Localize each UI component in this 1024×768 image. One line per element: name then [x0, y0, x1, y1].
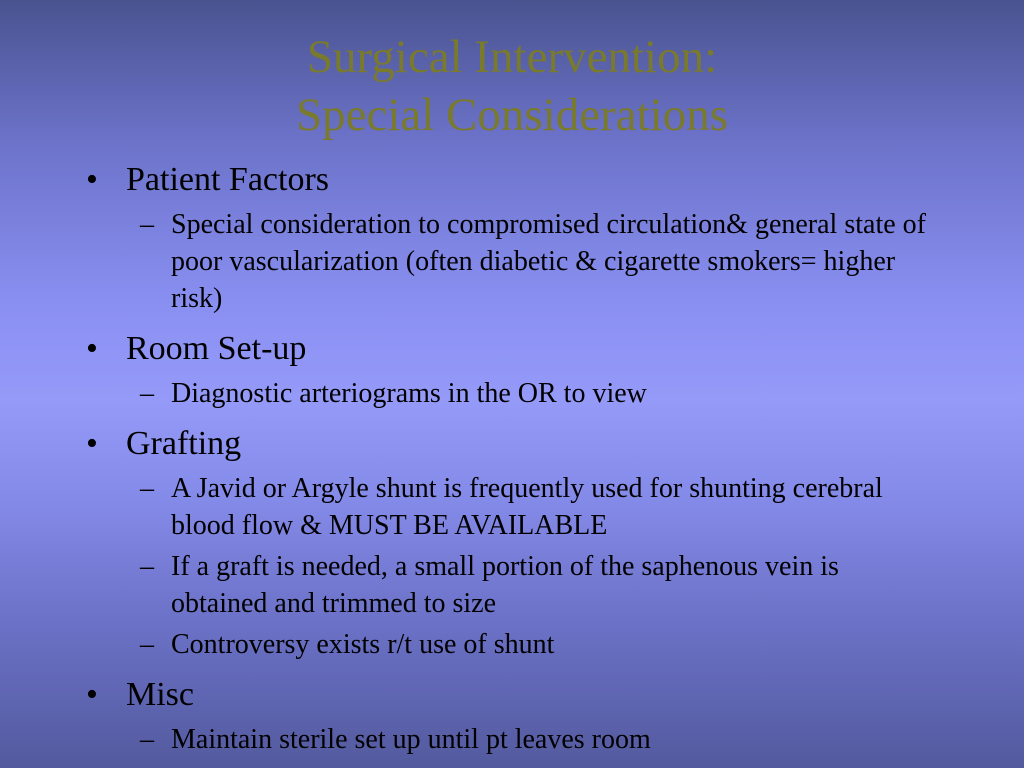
- bullet-room-set-up: [0, 327, 1024, 371]
- sub-bullet: [0, 206, 1024, 317]
- sub-bullet: [0, 470, 1024, 544]
- sub-bullet-marker: –: [140, 724, 154, 755]
- bullet-grafting: [0, 422, 1024, 466]
- sub-bullet: [0, 626, 1024, 663]
- bullet-patient-factors: [0, 158, 1024, 202]
- bullet-marker: •: [86, 330, 98, 367]
- sub-bullet-text: Diagnostic arteriograms in the OR to view: [171, 378, 647, 409]
- slide-title: [0, 28, 1024, 144]
- sub-bullet-text: Controversy exists r/t use of shunt: [171, 629, 555, 660]
- bullet-misc: [0, 673, 1024, 717]
- sub-bullet-text: Special consideration to compromised circulation& general state of poor vascularization (often diabetic & cigarette smokers= higher risk): [171, 209, 926, 314]
- sub-bullet-text: A Javid or Argyle shunt is frequently used for shunting cerebral blood flow & MUST BE AVAILABLE: [171, 473, 883, 541]
- sub-bullet-marker: –: [140, 473, 154, 504]
- sub-bullet-marker: –: [140, 629, 154, 660]
- sub-bullet: [0, 375, 1024, 412]
- bullet-heading: Grafting: [126, 425, 242, 462]
- sub-bullet-text: If a graft is needed, a small portion of the saphenous vein is obtained and trimmed to size: [171, 551, 839, 619]
- bullet-marker: •: [86, 676, 98, 713]
- sub-bullet: [0, 721, 1024, 758]
- bullet-marker: •: [86, 425, 98, 462]
- sub-bullet-marker: –: [140, 551, 154, 582]
- bullet-heading: Patient Factors: [126, 161, 330, 198]
- sub-bullet-marker: –: [140, 209, 154, 240]
- sub-bullet: [0, 548, 1024, 622]
- title-line-1: Surgical Intervention:: [306, 31, 718, 83]
- sub-bullet-text: Maintain sterile set up until pt leaves room: [171, 724, 651, 755]
- title-line-2: Special Considerations: [295, 89, 729, 141]
- bullet-heading: Room Set-up: [126, 330, 307, 367]
- sub-bullet-marker: –: [140, 378, 154, 409]
- bullet-heading: Misc: [126, 676, 194, 713]
- bullet-marker: •: [86, 161, 98, 198]
- slide-content: [0, 158, 1024, 758]
